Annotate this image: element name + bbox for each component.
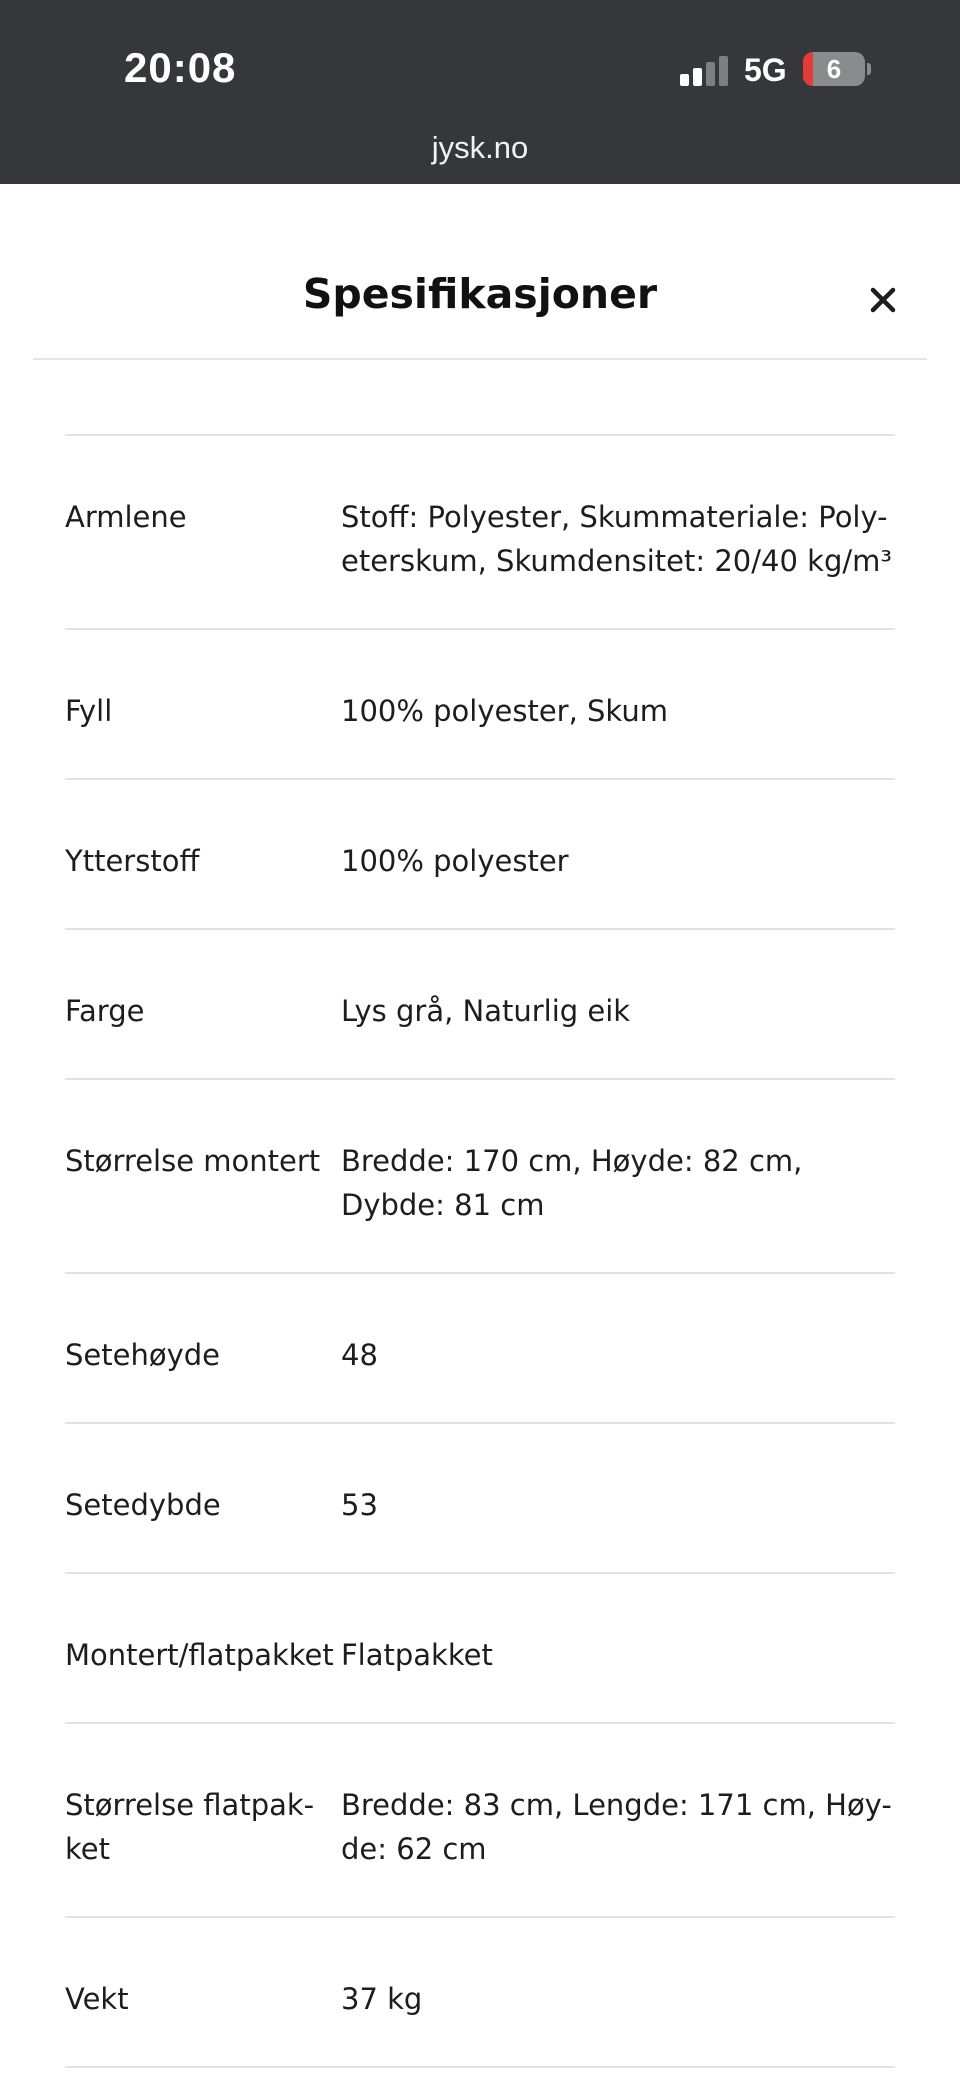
spec-row-color [65,930,895,1080]
spec-label: Størrelse montert [65,1144,321,1178]
spec-value: Bredde: 170 cm, Høyde: 82 cm, Dybde: 81 cm [341,1144,803,1222]
close-button[interactable] [865,282,901,318]
spec-label: Ytterstoff [65,844,200,878]
cellular-signal-icon [680,56,730,86]
close-icon [865,282,901,318]
battery-level: 6 [826,54,842,84]
address-bar-url[interactable]: jysk.no [431,130,529,165]
modal-header [33,184,927,360]
spec-table [65,434,895,2068]
spec-row-outer-fabric [65,780,895,930]
spec-value: Bredde: 83 cm, Lengde: 171 cm, Høy-de: 62 cm [341,1788,892,1866]
battery-nub [867,63,871,75]
spec-row-armrest [65,436,895,630]
status-bar [0,0,960,184]
spec-row-assembly [65,1574,895,1724]
modal-title: Spesifikasjoner [302,270,658,318]
spec-value: 48 [341,1338,378,1372]
battery-icon [803,52,865,86]
spec-row-seat-depth [65,1424,895,1574]
spec-label: Armlene [65,500,187,534]
spec-value: 100% polyester, Skum [341,694,668,728]
spec-label: Vekt [65,1982,129,2016]
status-time: 20:08 [124,44,237,91]
spec-label: Setedybde [65,1488,221,1522]
spec-value: Lys grå, Naturlig eik [341,994,631,1028]
spec-row-flatpack-size [65,1724,895,1918]
spec-value: Flatpakket [341,1638,493,1672]
spec-value: 100% polyester [341,844,569,878]
spec-row-weight [65,1918,895,2068]
spec-row-assembled-size [65,1080,895,1274]
spec-row-seat-height [65,1274,895,1424]
spec-value: 53 [341,1488,378,1522]
spec-value: Stoff: Polyester, Skummateriale: Poly-eterskum, Skumdensitet: 20/40 kg/m³ [341,500,892,578]
spec-label: Montert/flatpakket [65,1638,334,1672]
spec-label: Fyll [65,694,113,728]
spec-label: Setehøyde [65,1338,220,1372]
spec-row-filling [65,630,895,780]
spec-label: Størrelse flatpak-ket [65,1788,315,1866]
spec-value: 37 kg [341,1982,423,2016]
network-type: 5G [744,52,787,88]
spec-label: Farge [65,994,145,1028]
